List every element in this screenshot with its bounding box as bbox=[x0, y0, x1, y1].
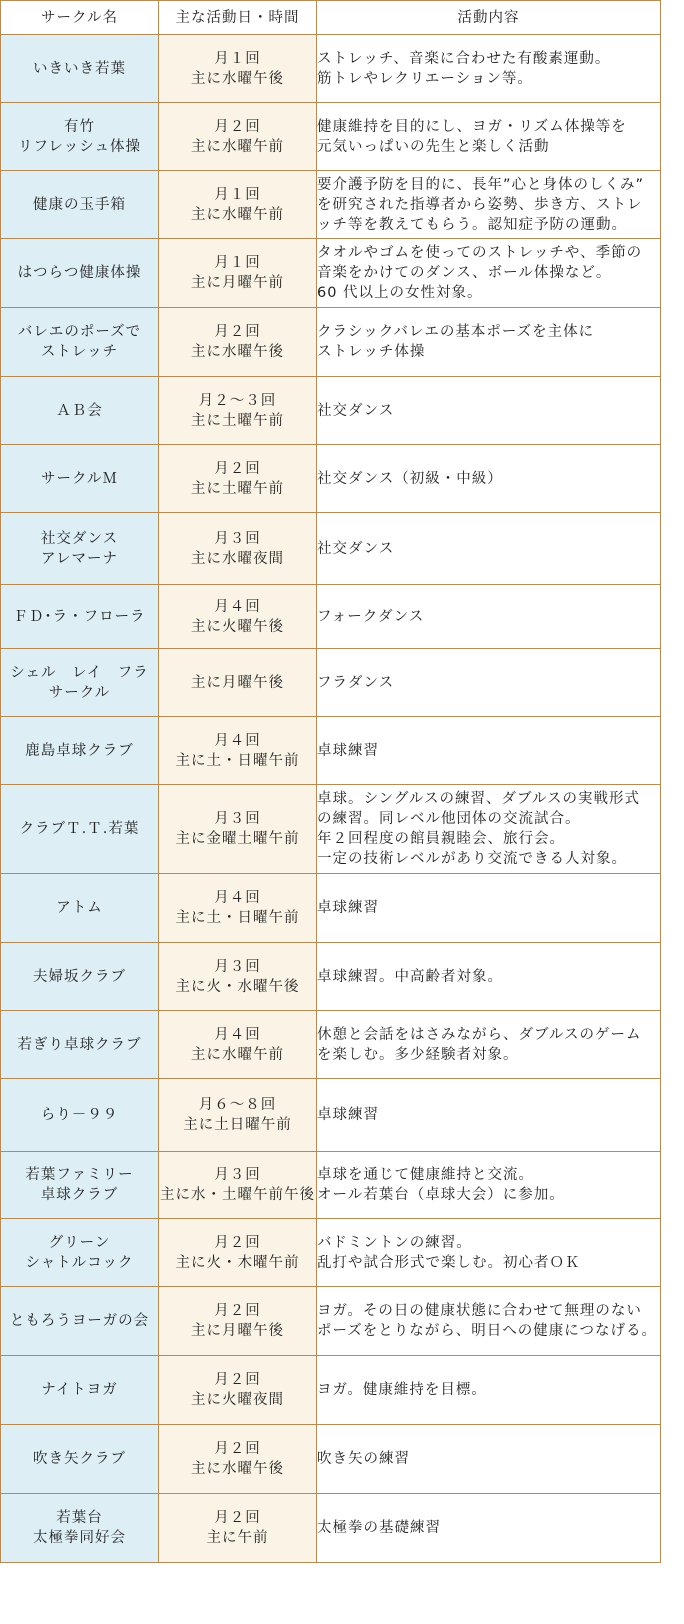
activity-content-cell bbox=[317, 445, 661, 513]
circle-name-line: ともろうヨーガの会 bbox=[9, 1313, 150, 1329]
activity-content-line: 卓球練習。中高齢者対象。 bbox=[317, 968, 503, 985]
schedule-line: 月２回 bbox=[214, 1234, 261, 1251]
table-row bbox=[1, 1152, 661, 1219]
circle-name-cell bbox=[1, 585, 159, 649]
table-row bbox=[1, 1011, 661, 1079]
circle-name-line: サークル bbox=[48, 684, 111, 701]
circle-name-line: 社交ダンス bbox=[40, 530, 119, 547]
schedule-cell bbox=[159, 445, 317, 513]
schedule-line: 月２回 bbox=[214, 1303, 261, 1319]
schedule-cell bbox=[159, 103, 317, 171]
circle-name-line: リフレッシュ体操 bbox=[18, 138, 141, 155]
table-row bbox=[1, 377, 661, 445]
schedule-line: 月３回 bbox=[214, 811, 261, 827]
schedule-line: 主に火・水曜午後 bbox=[175, 978, 300, 995]
table-row bbox=[1, 239, 661, 308]
schedule-line: 月３回 bbox=[214, 1167, 261, 1183]
circle-name-line: アトム bbox=[56, 900, 103, 916]
activity-content-cell bbox=[317, 1425, 661, 1494]
schedule-line: 主に土・日曜午前 bbox=[175, 752, 300, 769]
activity-content-line: 卓球。シングルスの練習、ダブルスの実戦形式 bbox=[317, 791, 640, 807]
circle-name-cell bbox=[1, 943, 159, 1011]
schedule-line: 主に水・土曜午前午後 bbox=[160, 1187, 315, 1203]
activity-content-cell bbox=[317, 1011, 661, 1079]
activity-content-line: を研究された指導者から姿勢、歩き方、ストレ bbox=[317, 196, 643, 213]
table-row bbox=[1, 1079, 661, 1152]
table-row bbox=[1, 308, 661, 377]
schedule-line: 月１回 bbox=[214, 186, 261, 203]
schedule-cell bbox=[159, 1219, 317, 1287]
circle-name-line: ＦＤ･ラ・フローラ bbox=[13, 608, 146, 625]
table-row bbox=[1, 103, 661, 171]
circle-name-line: 有竹 bbox=[64, 118, 95, 135]
circle-name-cell bbox=[1, 171, 159, 239]
circle-name-line: バレエのポーズで bbox=[17, 324, 142, 340]
schedule-line: 月２回 bbox=[214, 1441, 261, 1457]
activity-content-line: 休憩と会話をはさみながら、ダブルスのゲーム bbox=[317, 1026, 642, 1043]
schedule-line: 月６～８回 bbox=[198, 1097, 277, 1113]
circle-name-line: 若葉ファミリー bbox=[25, 1167, 134, 1183]
schedule-line: 主に火曜午後 bbox=[191, 618, 284, 635]
table-row bbox=[1, 649, 661, 717]
circle-name-cell bbox=[1, 1494, 159, 1563]
activity-content-line: 卓球練習 bbox=[317, 1107, 379, 1123]
activity-content-line: 太極拳の基礎練習 bbox=[317, 1520, 441, 1536]
activity-content-line: 元気いっぱいの先生と楽しく活動 bbox=[317, 138, 550, 155]
activity-content-line: ヨガ。その日の健康状態に合わせて無理のない bbox=[317, 1303, 642, 1319]
activity-content-line: 卓球を通じて健康維持と交流。 bbox=[317, 1167, 534, 1183]
circle-name-cell bbox=[1, 103, 159, 171]
circle-name-cell bbox=[1, 35, 159, 103]
activity-content-line: クラシックバレエの基本ポーズを主体に bbox=[317, 324, 595, 340]
circle-name-cell bbox=[1, 874, 159, 943]
schedule-line: 主に午前 bbox=[206, 1530, 269, 1546]
circle-name-line: 若ぎり卓球クラブ bbox=[17, 1036, 142, 1053]
activity-content-line: 筋トレやレクリエーション等。 bbox=[317, 70, 533, 87]
header-circle-name: サークル名 bbox=[1, 1, 159, 35]
schedule-cell bbox=[159, 649, 317, 717]
activity-content-cell bbox=[317, 717, 661, 785]
activity-content-line: 要介護予防を目的に、長年”心と身体のしくみ” bbox=[317, 176, 645, 193]
activity-content-line: ポーズをとりながら、明日への健康につなげる。 bbox=[317, 1323, 657, 1339]
circle-name-line: アレマーナ bbox=[41, 550, 118, 567]
schedule-cell bbox=[159, 943, 317, 1011]
activity-content-line: 60 代以上の女性対象。 bbox=[317, 285, 483, 301]
activity-content-line: フラダンス bbox=[317, 674, 395, 691]
schedule-cell bbox=[159, 171, 317, 239]
circle-name-cell bbox=[1, 717, 159, 785]
schedule-line: 月１回 bbox=[214, 50, 261, 67]
table-row bbox=[1, 1494, 661, 1563]
activity-content-line: ヨガ。健康維持を目標。 bbox=[317, 1382, 487, 1398]
activity-content-line: を楽しむ。多少経験者対象。 bbox=[317, 1046, 519, 1063]
schedule-line: 月３回 bbox=[214, 958, 261, 975]
activity-content-line: 卓球練習 bbox=[317, 742, 379, 759]
schedule-line: 主に水曜午後 bbox=[191, 1461, 284, 1477]
activity-content-line: ストレッチ、音楽に合わせた有酸素運動。 bbox=[317, 50, 611, 67]
circle-name-line: 健康の玉手箱 bbox=[33, 196, 126, 213]
activity-content-cell bbox=[317, 1152, 661, 1219]
table-row bbox=[1, 445, 661, 513]
circle-name-line: ストレッチ bbox=[40, 344, 119, 360]
schedule-line: 主に土曜午前 bbox=[191, 480, 284, 497]
circle-name-cell bbox=[1, 308, 159, 377]
circle-name-cell bbox=[1, 1219, 159, 1287]
schedule-cell bbox=[159, 717, 317, 785]
activity-content-cell bbox=[317, 874, 661, 943]
circle-name-line: ＡＢ会 bbox=[56, 402, 103, 419]
schedule-line: 月４回 bbox=[214, 598, 261, 615]
circle-name-line: はつらつ健康体操 bbox=[17, 265, 142, 281]
schedule-cell bbox=[159, 308, 317, 377]
schedule-cell bbox=[159, 1287, 317, 1356]
circle-name-line: グリーン bbox=[48, 1234, 111, 1251]
table-row bbox=[1, 717, 661, 785]
circle-name-line: クラブＴ.Ｔ.若葉 bbox=[19, 821, 140, 837]
schedule-cell bbox=[159, 377, 317, 445]
header-row bbox=[1, 1, 661, 35]
header-schedule: 主な活動日・時間 bbox=[159, 1, 317, 35]
schedule-line: 主に水曜午前 bbox=[191, 206, 284, 223]
circle-name-cell bbox=[1, 785, 159, 874]
circle-name-cell bbox=[1, 1079, 159, 1152]
activity-content-line: タオルやゴムを使ってのストレッチや、季節の bbox=[317, 245, 643, 261]
activity-content-line: 社交ダンス（初級・中級） bbox=[317, 470, 503, 487]
schedule-cell bbox=[159, 1425, 317, 1494]
activity-content-cell bbox=[317, 513, 661, 585]
schedule-cell bbox=[159, 239, 317, 308]
schedule-line: 主に水曜午後 bbox=[191, 70, 284, 87]
schedule-line: 主に水曜午前 bbox=[191, 138, 284, 155]
table-row bbox=[1, 1219, 661, 1287]
circle-name-line: 若葉台 bbox=[56, 1510, 103, 1526]
schedule-line: 主に金曜土曜午前 bbox=[175, 831, 300, 847]
activity-content-cell bbox=[317, 377, 661, 445]
schedule-line: 主に火・木曜午前 bbox=[175, 1254, 300, 1271]
activity-content-line: 吹き矢の練習 bbox=[317, 1451, 410, 1467]
table-row bbox=[1, 943, 661, 1011]
schedule-line: 月２回 bbox=[214, 1372, 261, 1388]
table-row bbox=[1, 785, 661, 874]
circle-name-line: シェル レイ フラ bbox=[10, 664, 149, 681]
activity-content-cell bbox=[317, 1079, 661, 1152]
activity-content-line: ストレッチ体操 bbox=[317, 344, 426, 360]
schedule-line: 主に土曜午前 bbox=[191, 412, 284, 429]
schedule-line: 主に土日曜午前 bbox=[183, 1117, 292, 1133]
schedule-cell bbox=[159, 874, 317, 943]
schedule-line: 主に土・日曜午前 bbox=[175, 910, 300, 926]
schedule-line: 主に月曜午前 bbox=[191, 275, 284, 291]
activity-content-cell bbox=[317, 785, 661, 874]
activity-content-cell bbox=[317, 943, 661, 1011]
activity-content-line: 音楽をかけてのダンス、ボール体操など。 bbox=[317, 265, 612, 281]
circle-name-cell bbox=[1, 1425, 159, 1494]
activity-content-cell bbox=[317, 171, 661, 239]
activity-content-cell bbox=[317, 1219, 661, 1287]
activity-content-line: 年２回程度の館員親睦会、旅行会。 bbox=[317, 831, 565, 847]
schedule-cell bbox=[159, 35, 317, 103]
circle-name-cell bbox=[1, 1011, 159, 1079]
activity-content-line: 健康維持を目的にし、ヨガ・リズム体操等を bbox=[317, 118, 627, 135]
schedule-cell bbox=[159, 513, 317, 585]
activity-content-line: 社交ダンス bbox=[317, 402, 395, 419]
table-row bbox=[1, 513, 661, 585]
schedule-cell bbox=[159, 1356, 317, 1425]
schedule-cell bbox=[159, 1079, 317, 1152]
circle-name-line: シャトルコック bbox=[25, 1254, 134, 1271]
circle-name-line: らり－９９ bbox=[40, 1107, 119, 1123]
table-row bbox=[1, 874, 661, 943]
schedule-line: 月４回 bbox=[214, 732, 261, 749]
circle-name-line: 鹿島卓球クラブ bbox=[25, 742, 134, 759]
activity-content-line: 一定の技術レベルがあり交流できる人対象。 bbox=[317, 851, 627, 867]
schedule-cell bbox=[159, 1494, 317, 1563]
schedule-line: 月２回 bbox=[214, 324, 261, 340]
schedule-cell bbox=[159, 1152, 317, 1219]
activity-content-line: オール若葉台（卓球大会）に参加。 bbox=[317, 1187, 565, 1203]
circle-name-line: サークルＭ bbox=[40, 470, 119, 487]
circle-name-cell bbox=[1, 1287, 159, 1356]
activity-content-line: ッチ等を教えてもらう。認知症予防の運動。 bbox=[317, 216, 627, 233]
circle-name-line: 吹き矢クラブ bbox=[33, 1451, 126, 1467]
activity-content-line: バドミントンの練習。 bbox=[317, 1234, 472, 1251]
activity-content-line: 乱打や試合形式で楽しむ。初心者ＯＫ bbox=[317, 1254, 581, 1271]
schedule-line: 主に月曜午後 bbox=[191, 674, 284, 691]
activity-content-cell bbox=[317, 35, 661, 103]
schedule-cell bbox=[159, 785, 317, 874]
schedule-line: 主に水曜午前 bbox=[191, 1046, 284, 1063]
schedule-line: 月３回 bbox=[214, 530, 261, 547]
activity-content-cell bbox=[317, 1356, 661, 1425]
activity-content-cell bbox=[317, 1287, 661, 1356]
circle-name-line: いきいき若葉 bbox=[33, 60, 126, 77]
schedule-line: 月４回 bbox=[214, 890, 261, 906]
table-row bbox=[1, 1356, 661, 1425]
circle-name-line: 夫婦坂クラブ bbox=[33, 968, 126, 985]
circle-name-line: 卓球クラブ bbox=[40, 1187, 119, 1203]
schedule-cell bbox=[159, 1011, 317, 1079]
table-row bbox=[1, 171, 661, 239]
schedule-line: 月２～３回 bbox=[198, 392, 277, 409]
circle-name-cell bbox=[1, 1356, 159, 1425]
schedule-line: 月２回 bbox=[214, 1510, 261, 1526]
activity-content-cell bbox=[317, 1494, 661, 1563]
table-row bbox=[1, 35, 661, 103]
circle-name-cell bbox=[1, 239, 159, 308]
activity-content-cell bbox=[317, 308, 661, 377]
activity-content-line: フォークダンス bbox=[317, 608, 425, 625]
activity-content-line: 卓球練習 bbox=[317, 900, 379, 916]
circle-name-cell bbox=[1, 445, 159, 513]
activity-content-cell bbox=[317, 585, 661, 649]
table-row bbox=[1, 1425, 661, 1494]
schedule-line: 主に火曜夜間 bbox=[191, 1392, 284, 1408]
activity-content-line: 社交ダンス bbox=[317, 540, 395, 557]
circle-name-cell bbox=[1, 377, 159, 445]
schedule-line: 主に水曜夜間 bbox=[191, 550, 284, 567]
activity-content-cell bbox=[317, 239, 661, 308]
schedule-line: 月１回 bbox=[214, 255, 261, 271]
activity-content-cell bbox=[317, 649, 661, 717]
schedule-line: 月２回 bbox=[214, 118, 261, 135]
circle-name-line: ナイトヨガ bbox=[41, 1382, 118, 1398]
header-activity-content: 活動内容 bbox=[317, 1, 661, 35]
schedule-line: 月４回 bbox=[214, 1026, 261, 1043]
schedule-line: 主に月曜午後 bbox=[191, 1323, 284, 1339]
circle-name-cell bbox=[1, 513, 159, 585]
table-body bbox=[1, 35, 661, 1563]
circle-name-cell bbox=[1, 649, 159, 717]
table-row bbox=[1, 1287, 661, 1356]
schedule-line: 主に水曜午後 bbox=[191, 344, 284, 360]
circle-name-line: 太極拳同好会 bbox=[33, 1530, 126, 1546]
activity-content-line: の練習。同レベル他団体の交流試合。 bbox=[317, 811, 581, 827]
schedule-line: 月２回 bbox=[214, 460, 261, 477]
schedule-cell bbox=[159, 585, 317, 649]
activity-content-cell bbox=[317, 103, 661, 171]
table-row bbox=[1, 585, 661, 649]
circle-name-cell bbox=[1, 1152, 159, 1219]
